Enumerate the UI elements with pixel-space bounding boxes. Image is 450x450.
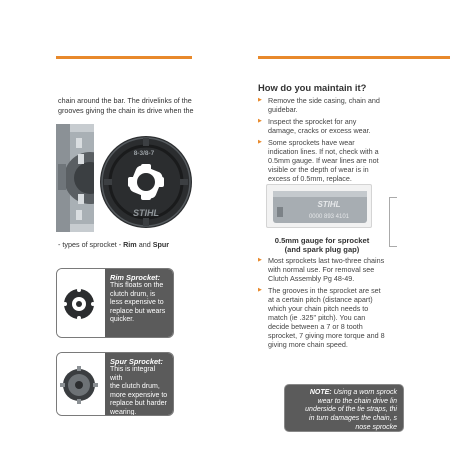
rim-sprocket-card	[56, 268, 174, 338]
note-line: Using a worn sprock	[331, 389, 397, 396]
note-line: wear to the chain drive lin	[317, 397, 397, 405]
orange-rule-left	[56, 56, 192, 59]
gauge-photo	[266, 184, 372, 228]
list-item: ▶ Some sprockets have wear indication lines. If not, check with a 0.5mm gauge. If wear lines are not visible or the depth of wear is in excess of 0.5mm, replace.	[258, 138, 386, 183]
note-label: NOTE:	[309, 389, 332, 396]
gauge-logo-text: STIHL	[317, 200, 341, 209]
note-line: underside of the tie straps, thi	[305, 406, 397, 414]
rim-sprocket-line: less expensive to	[110, 299, 164, 307]
spur-sprocket-line: the clutch drum,	[110, 383, 160, 391]
maintenance-heading: How do you maintain it?	[258, 82, 367, 93]
types-rim: Rim	[123, 240, 137, 249]
list-item: ▶ Most sprockets last two-three chains with normal use. For removal see Clutch Assembly Pg 48-49.	[258, 256, 386, 283]
rim-sprocket-photo	[96, 124, 192, 232]
spur-sprocket-card	[56, 352, 174, 416]
spur-sprocket-line: This is integral with	[110, 366, 156, 382]
list-item: ▶ Inspect the sprocket for any damage, cracks or excess wear.	[258, 117, 386, 135]
bracket-line	[389, 197, 397, 247]
spur-sprocket-line: replace but harder	[110, 400, 167, 408]
intro-text-line-2: grooves giving the chain its drive when the	[58, 106, 194, 115]
note-line: in turn damages the chain, s	[309, 415, 397, 423]
rim-sprocket-line: quicker.	[110, 316, 135, 324]
rim-sprocket-title: Rim Sprocket:	[110, 273, 161, 282]
spur-sprocket-thumbnail	[57, 353, 105, 415]
rim-sprocket-info	[105, 269, 173, 337]
orange-rule-right	[258, 56, 450, 59]
types-and: and	[136, 240, 153, 249]
spur-sprocket-info	[105, 353, 173, 415]
rim-sprocket-line: clutch drum, is	[110, 290, 156, 298]
sprocket-rim-text: 8-3/8-7	[133, 150, 155, 157]
gauge-code-text: 0000 893 4101	[308, 214, 350, 220]
sprocket-logo-text: STIHL	[133, 208, 159, 218]
types-prefix: - types of sprocket -	[58, 240, 124, 249]
rim-sprocket-line: This floats on the	[110, 282, 164, 289]
sprocket-types-line	[58, 240, 169, 249]
maintenance-steps-list	[258, 96, 386, 186]
rim-sprocket-thumbnail	[57, 269, 105, 337]
note-line: nose sprocke	[355, 423, 397, 431]
spur-sprocket-line: wearing.	[110, 408, 137, 416]
chain-on-sprocket-photo	[56, 124, 94, 232]
list-item: ▶ The grooves in the sprocket are set at a certain pitch (distance apart) which your chain pitch needs to match (ie .325" pitch). You can decide between a 7 or 8 tooth sprocket, 7 giving more torque and 8 giving more chain speed.	[258, 286, 386, 349]
spur-sprocket-title: Spur Sprocket:	[110, 357, 163, 366]
gauge-caption-line-1: 0.5mm gauge for sprocket	[274, 236, 370, 245]
types-spur: Spur	[152, 240, 170, 249]
sprocket-info-list	[258, 256, 386, 352]
rim-sprocket-line: replace but wears	[110, 307, 166, 315]
list-item: ▶ Remove the side casing, chain and guidebar.	[258, 96, 386, 114]
gauge-caption-line-2: (and spark plug gap)	[284, 245, 360, 254]
spur-sprocket-line: more expensive to	[110, 391, 168, 399]
intro-text-line-1: chain around the bar. The drivelinks of the	[58, 96, 192, 105]
note-box	[284, 384, 404, 432]
